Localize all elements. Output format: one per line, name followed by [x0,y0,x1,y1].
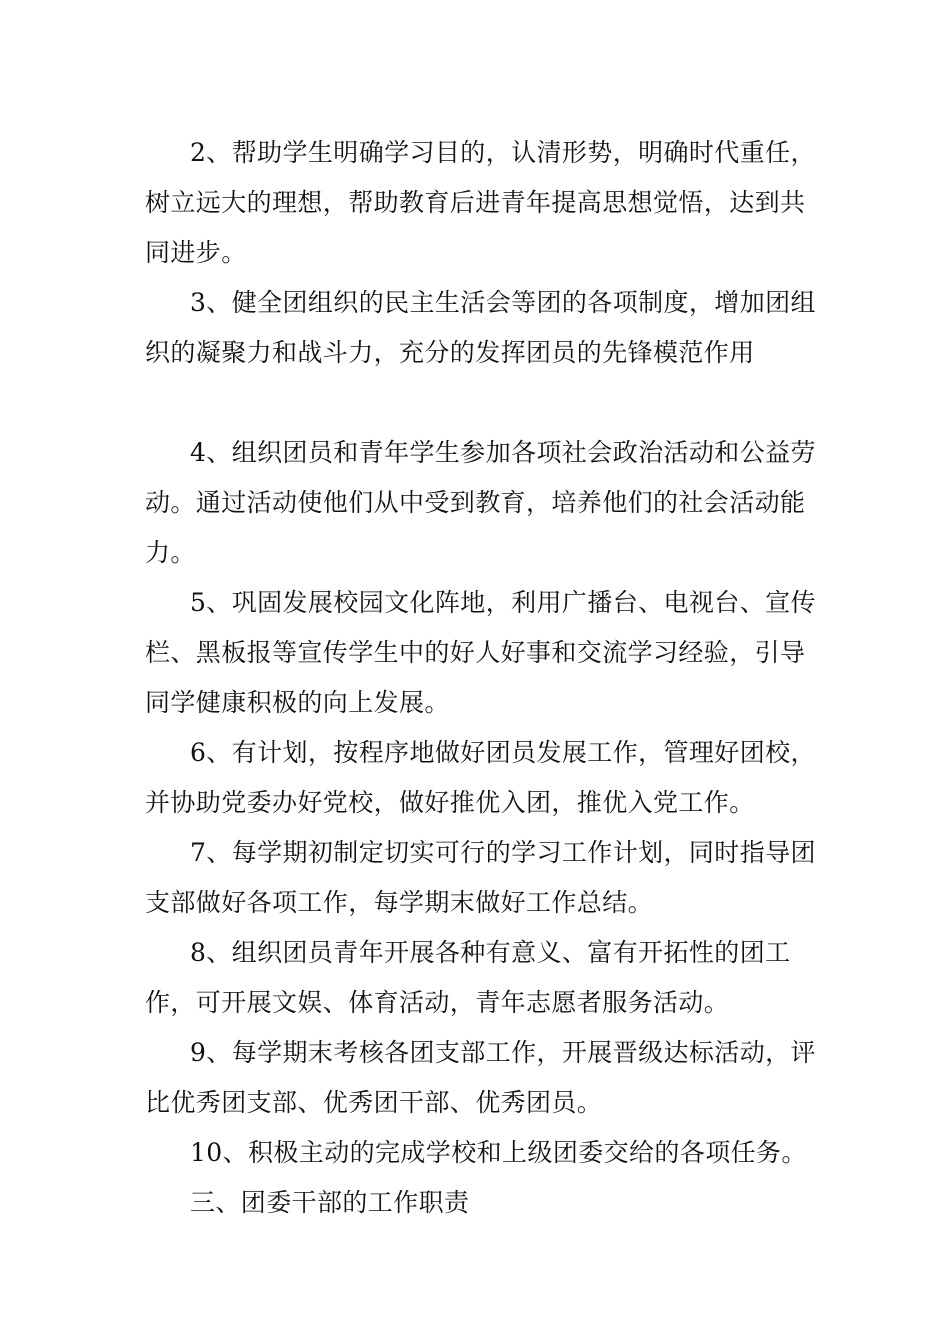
document-body [145,128,825,1228]
paragraph-item-3: 3、健全团组织的民主生活会等团的各项制度，增加团组织的凝聚力和战斗力，充分的发挥团员的先锋模范作用 [145,288,816,367]
paragraph-item-5: 5、巩固发展校园文化阵地，利用广播台、电视台、宣传栏、黑板报等宣传学生中的好人好事和交流学习经验，引导同学健康积极的向上发展。 [145,588,816,717]
paragraph-item-8: 8、组织团员青年开展各种有意义、富有开拓性的团工作，可开展文娱、体育活动，青年志愿者服务活动。 [145,938,791,1017]
paragraph-item-9: 9、每学期末考核各团支部工作，开展晋级达标活动，评比优秀团支部、优秀团干部、优秀团员。 [145,1038,816,1117]
paragraph-item-2: 2、帮助学生明确学习目的，认清形势，明确时代重任，树立远大的理想，帮助教育后进青年提高思想觉悟，达到共同进步。 [145,138,816,267]
paragraph-item-4: 4、组织团员和青年学生参加各项社会政治活动和公益劳动。通过活动使他们从中受到教育，培养他们的社会活动能力。 [145,438,816,567]
paragraph-item-10: 10、积极主动的完成学校和上级团委交给的各项任务。 [190,1138,807,1167]
paragraph-item-7: 7、每学期初制定切实可行的学习工作计划，同时指导团支部做好各项工作，每学期末做好工作总结。 [145,838,816,917]
section-heading-3: 三、团委干部的工作职责 [190,1188,470,1217]
paragraph-item-6: 6、有计划，按程序地做好团员发展工作，管理好团校，并协助党委办好党校，做好推优入团，推优入党工作。 [145,738,816,817]
paragraph-spacer [145,378,825,428]
